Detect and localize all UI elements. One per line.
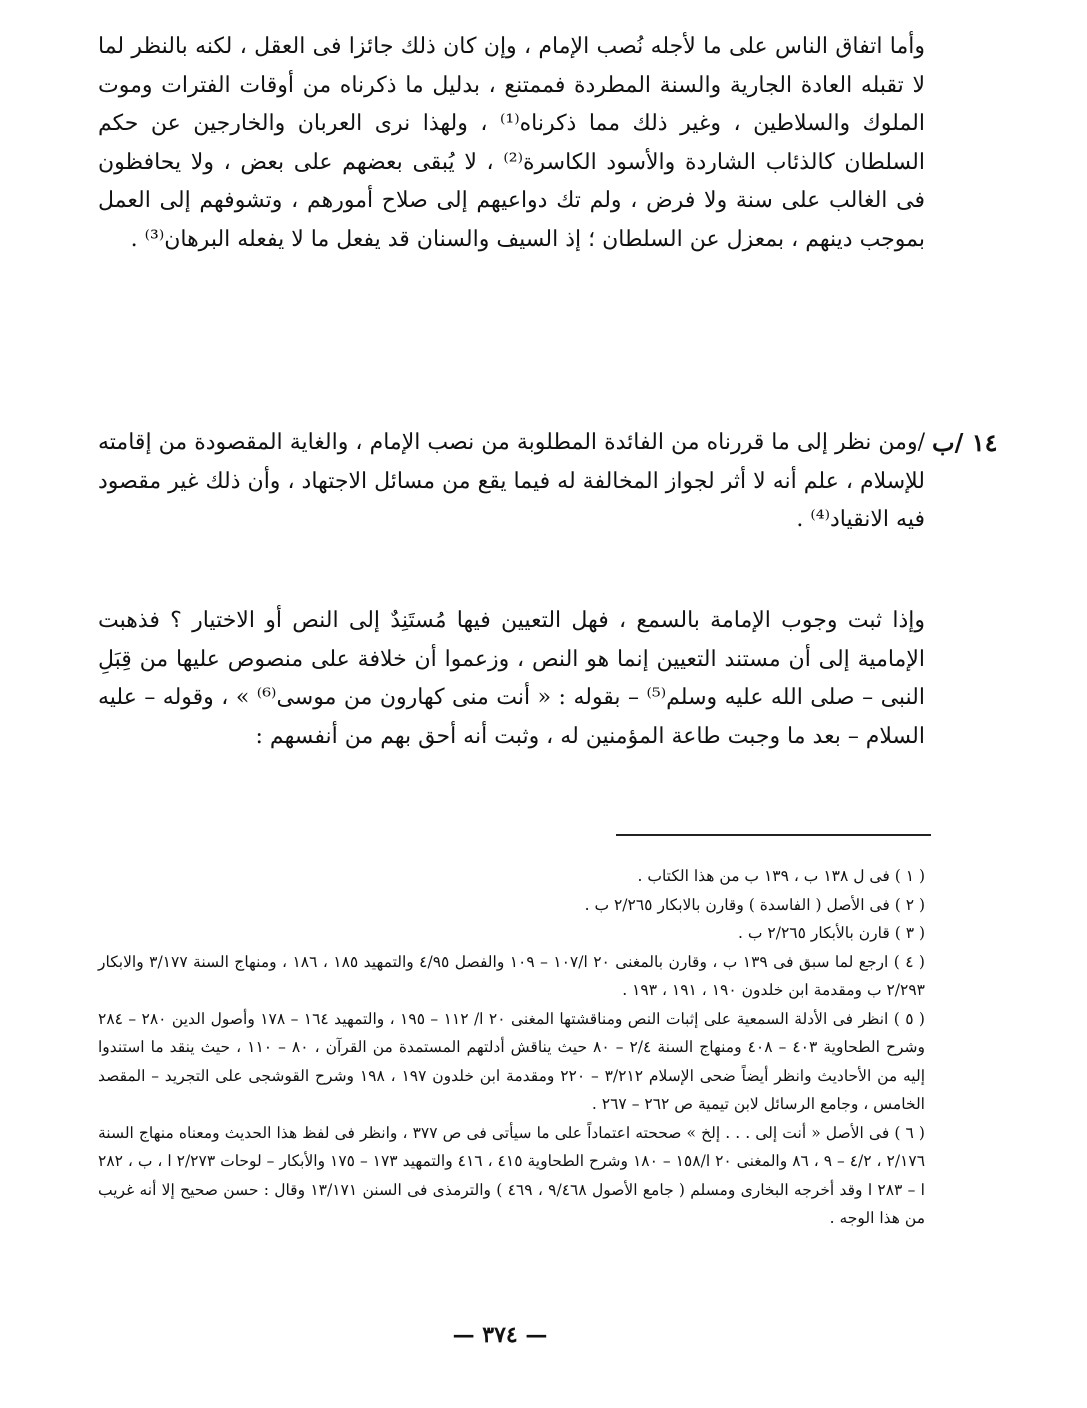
footnote-number: ( ١ ) — [894, 867, 925, 885]
footnote-5 — [98, 1005, 925, 1119]
footnote-number: ( ٢ ) — [894, 895, 925, 914]
body-paragraph-3: وإذا ثبت وجوب الإمامة بالسمع ، فهل التعيين فيها مُستَنِدٌ إلى النص أو الاختيار ؟ فذهبت الإمامية إلى أن مستند التعيين إنما هو النص ، وزعموا أن خلافة على منصوص عليها من قِبَلِ النبى – صلى الله عليه وسلم⁽⁵⁾ – بقوله : « أنت منى كهارون من موسى⁽⁶⁾ » ، وقوله – عليه السلام – بعد ما وجبت طاعة المؤمنين له ، وثبت أنه أحق بهم من أنفسهم : — [98, 608, 925, 749]
footnote-6 — [98, 1119, 925, 1233]
body-paragraph-2: /ومن نظر إلى ما قررناه من الفائدة المطلوبة من نصب الإمام ، والغاية المقصودة من إقامته للإسلام ، علم أنه لا أثر لجواز المخالفة له فيما يقع من مسائل الاجتهاد ، وأن ذلك غير مقصود فيه الانقياد⁽⁴⁾ . — [98, 430, 925, 532]
footnote-2 — [98, 891, 925, 920]
folio-margin-note: ١٤ /ب — [932, 428, 998, 457]
footnote-number: ( ٤ ) — [893, 952, 925, 971]
page-number: — ٣٧٤ — — [452, 1322, 548, 1348]
footnotes — [98, 862, 925, 1233]
footnote-text: فى الأصل ( الفاسدة ) وقارن بالابكار ٢/٢٦٥ ب . — [584, 895, 890, 914]
body-paragraph-1: وأما اتفاق الناس على ما لأجله نُصب الإمام ، وإن كان ذلك جائزا فى العقل ، لكنه بالنظر لما لا تقبله العادة الجارية والسنة المطردة فممتنع ، بدليل ما ذكرناه من أوقات الفترات وموت الملوك والسلاطين ، وغير ذلك مما ذكرناه⁽¹⁾ ، ولهذا نرى العربان والخارجين عن حكم السلطان كالذئاب الشاردة والأسود الكاسرة⁽²⁾ ، لا يُبقى بعضهم على بعض ، ولا يحافظون فى الغالب على سنة ولا فرض ، ولم تك دواعيهم إلى صلاح أمورهم ، وتشوفهم إلى العمل بموجب دينهم ، بمعزل عن السلطان ؛ إذ السيف والسنان قد يفعل ما لا يفعله البرهان⁽³⁾ . — [98, 34, 925, 252]
footnote-4 — [98, 948, 925, 1005]
footnote-text: ارجع لما سبق فى ١٣٩ ب ، وقارن بالمغنى ٢٠ ا/١٠٧ – ١٠٩ والفصل ٤/٩٥ والتمهيد ١٨٥ ، ١٨٦ ، ومنهاج السنة ٣/١٧٧ والابكار ٢/٢٩٣ ب ومقدمة ابن خلدون ١٩٠ ، ١٩١ ، ١٩٣ . — [98, 952, 925, 999]
footnote-text: قارن بالأبكار ٢/٢٦٥ ب . — [738, 924, 890, 942]
footnote-number: ( ٥ ) — [893, 1009, 925, 1028]
footnote-number: ( ٣ ) — [894, 924, 925, 942]
footnote-text: فى ل ١٣٨ ب ، ١٣٩ ب من هذا الكتاب . — [637, 867, 890, 885]
footnote-number: ( ٦ ) — [894, 1123, 925, 1142]
footnote-text: فى الأصل « أنت إلى . . . إلخ » صححته اعتماداً على ما سيأتى فى ص ٣٧٧ ، وانظر فى لفظ هذا الحديث ومعناه منهاج السنة ٢/١٧٦ ، ٤/٢ – ٩ ، ٨٦ والمغنى ٢٠ ا/١٥٨ – ١٨٠ وشرح الطحاوية ٤١٥ ، ٤١٦ والتمهيد ١٧٣ – ١٧٥ والأبكار – لوحات ٢/٢٧٣ ا ، ب ، ٢٨٢ ا – ٢٨٣ ا وقد أخرجه البخارى ومسلم ( جامع الأصول ٩/٤٦٨ ، ٤٦٩ ) والترمذى فى السنن ١٣/١٧١ وقال : حسن صحيح إلا أنه غريب من هذا الوجه . — [98, 1123, 926, 1227]
footnote-3 — [98, 919, 925, 948]
footnote-1 — [98, 862, 925, 891]
footnote-separator — [616, 834, 931, 836]
footnote-text: انظر فى الأدلة السمعية على إثبات النص ومناقشتها المغنى ٢٠ ا/ ١١٢ – ١٩٥ ، والتمهيد ١٦٤ – ١٧٨ وأصول الدين ٢٨٠ – ٢٨٤ وشرح الطحاوية ٤٠٣ – ٤٠٨ ومنهاج السنة ٢/٤ – ٨٠ حيث يناقش أدلتهم المستمدة من القرآن ، ٨٠ – ١١٠ ، حيث ينقد ما استندوا إليه من الأحاديث وانظر أيضاً ضحى الإسلام ٣/٢١٢ – ٢٢٠ ومقدمة ابن خلدون ١٩٧ ، ١٩٨ وشرح القوشجى على التجريد – المقصد الخامس ، وجامع الرسائل لابن تيمية ص ٢٦٢ – ٢٦٧ . — [98, 1009, 926, 1113]
